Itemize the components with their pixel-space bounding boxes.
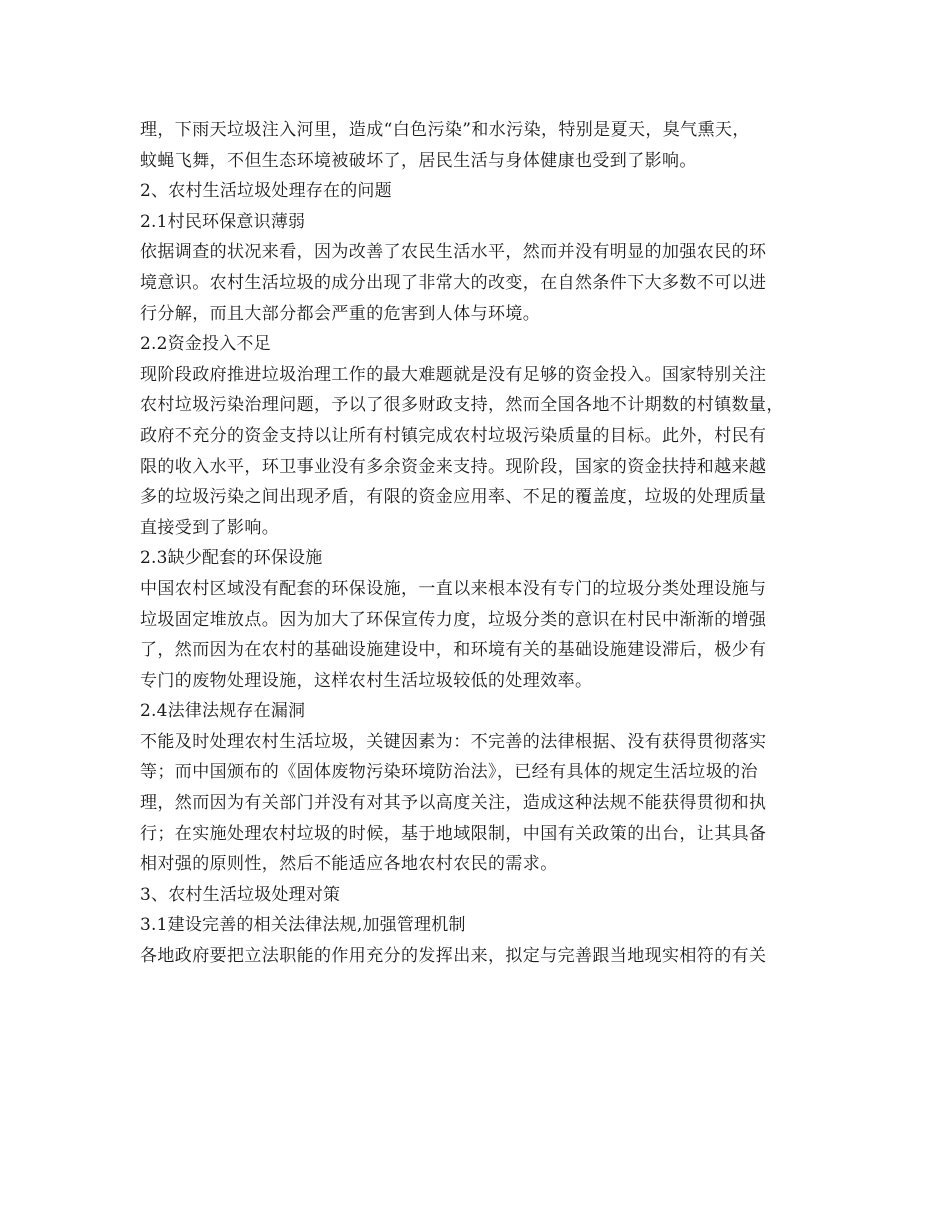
body-text-line: 直接受到了影响。: [140, 517, 280, 538]
subsection-heading: 2.2资金投入不足: [140, 334, 271, 355]
body-text-line: 农村垃圾污染治理问题，予以了很多财政支持，然而全国各地不计期数的村镇数量，: [140, 395, 784, 416]
body-text-line: 中国农村区域没有配套的环保设施，一直以来根本没有专门的垃圾分类处理设施与: [140, 578, 767, 599]
body-text-line: 等；而中国颁布的《固体废物污染环境防治法》，已经有具体的规定生活垃圾的治: [140, 762, 758, 783]
body-text-line: 政府不充分的资金支持以让所有村镇完成农村垃圾污染质量的目标。此外，村民有: [140, 425, 767, 446]
body-text-line: 依据调查的状况来看，因为改善了农民生活水平，然而并没有明显的加强农民的环: [140, 242, 767, 263]
body-text-line: 行分解，而且大部分都会严重的危害到人体与环境。: [140, 303, 541, 324]
section-heading: 3、农村生活垃圾处理对策: [140, 884, 341, 905]
body-text-line: 理，然而因为有关部门并没有对其予以高度关注，造成这种法规不能获得贯彻和执: [140, 793, 767, 814]
document-page: [140, 115, 816, 972]
body-text-line: 限的收入水平，环卫事业没有多余资金来支持。现阶段，国家的资金扶持和越来越: [140, 456, 767, 477]
body-text-line: 专门的废物处理设施，这样农村生活垃圾较低的处理效率。: [140, 670, 593, 691]
subsection-heading: 2.4法律法规存在漏洞: [140, 701, 306, 722]
body-text-line: 蚊蝇飞舞，不但生态环境被破坏了，居民生活与身体健康也受到了影响。: [140, 150, 697, 171]
body-text-line: 现阶段政府推进垃圾治理工作的最大难题就是没有足够的资金投入。国家特别关注: [140, 364, 767, 385]
body-text-line: 垃圾固定堆放点。因为加大了环保宣传力度，垃圾分类的意识在村民中渐渐的增强: [140, 609, 767, 630]
body-text-line: 了，然而因为在农村的基础设施建设中，和环境有关的基础设施建设滞后，极少有: [140, 640, 767, 661]
subsection-heading: 2.1村民环保意识薄弱: [140, 211, 306, 232]
body-text-line: 相对强的原则性，然后不能适应各地农村农民的需求。: [140, 854, 558, 875]
body-text-line: 理，下雨天垃圾注入河里，造成“白色污染”和水污染，特别是夏天，臭气熏天，: [140, 120, 750, 140]
body-text-line: 不能及时处理农村生活垃圾，关键因素为：不完善的法律根据、没有获得贯彻落实: [140, 731, 767, 752]
body-text-line: 各地政府要把立法职能的作用充分的发挥出来，拟定与完善跟当地现实相符的有关: [140, 946, 767, 967]
body-text-line: 行；在实施处理农村垃圾的时候，基于地域限制，中国有关政策的出台，让其具备: [140, 823, 767, 844]
body-text-line: 多的垃圾污染之间出现矛盾，有限的资金应用率、不足的覆盖度，垃圾的处理质量: [140, 487, 767, 508]
body-text-line: 境意识。农村生活垃圾的成分出现了非常大的改变，在自然条件下大多数不可以进: [140, 272, 767, 293]
subsection-heading: 3.1建设完善的相关法律法规,加强管理机制: [140, 915, 466, 936]
section-heading: 2、农村生活垃圾处理存在的问题: [140, 181, 392, 202]
subsection-heading: 2.3缺少配套的环保设施: [140, 548, 323, 569]
